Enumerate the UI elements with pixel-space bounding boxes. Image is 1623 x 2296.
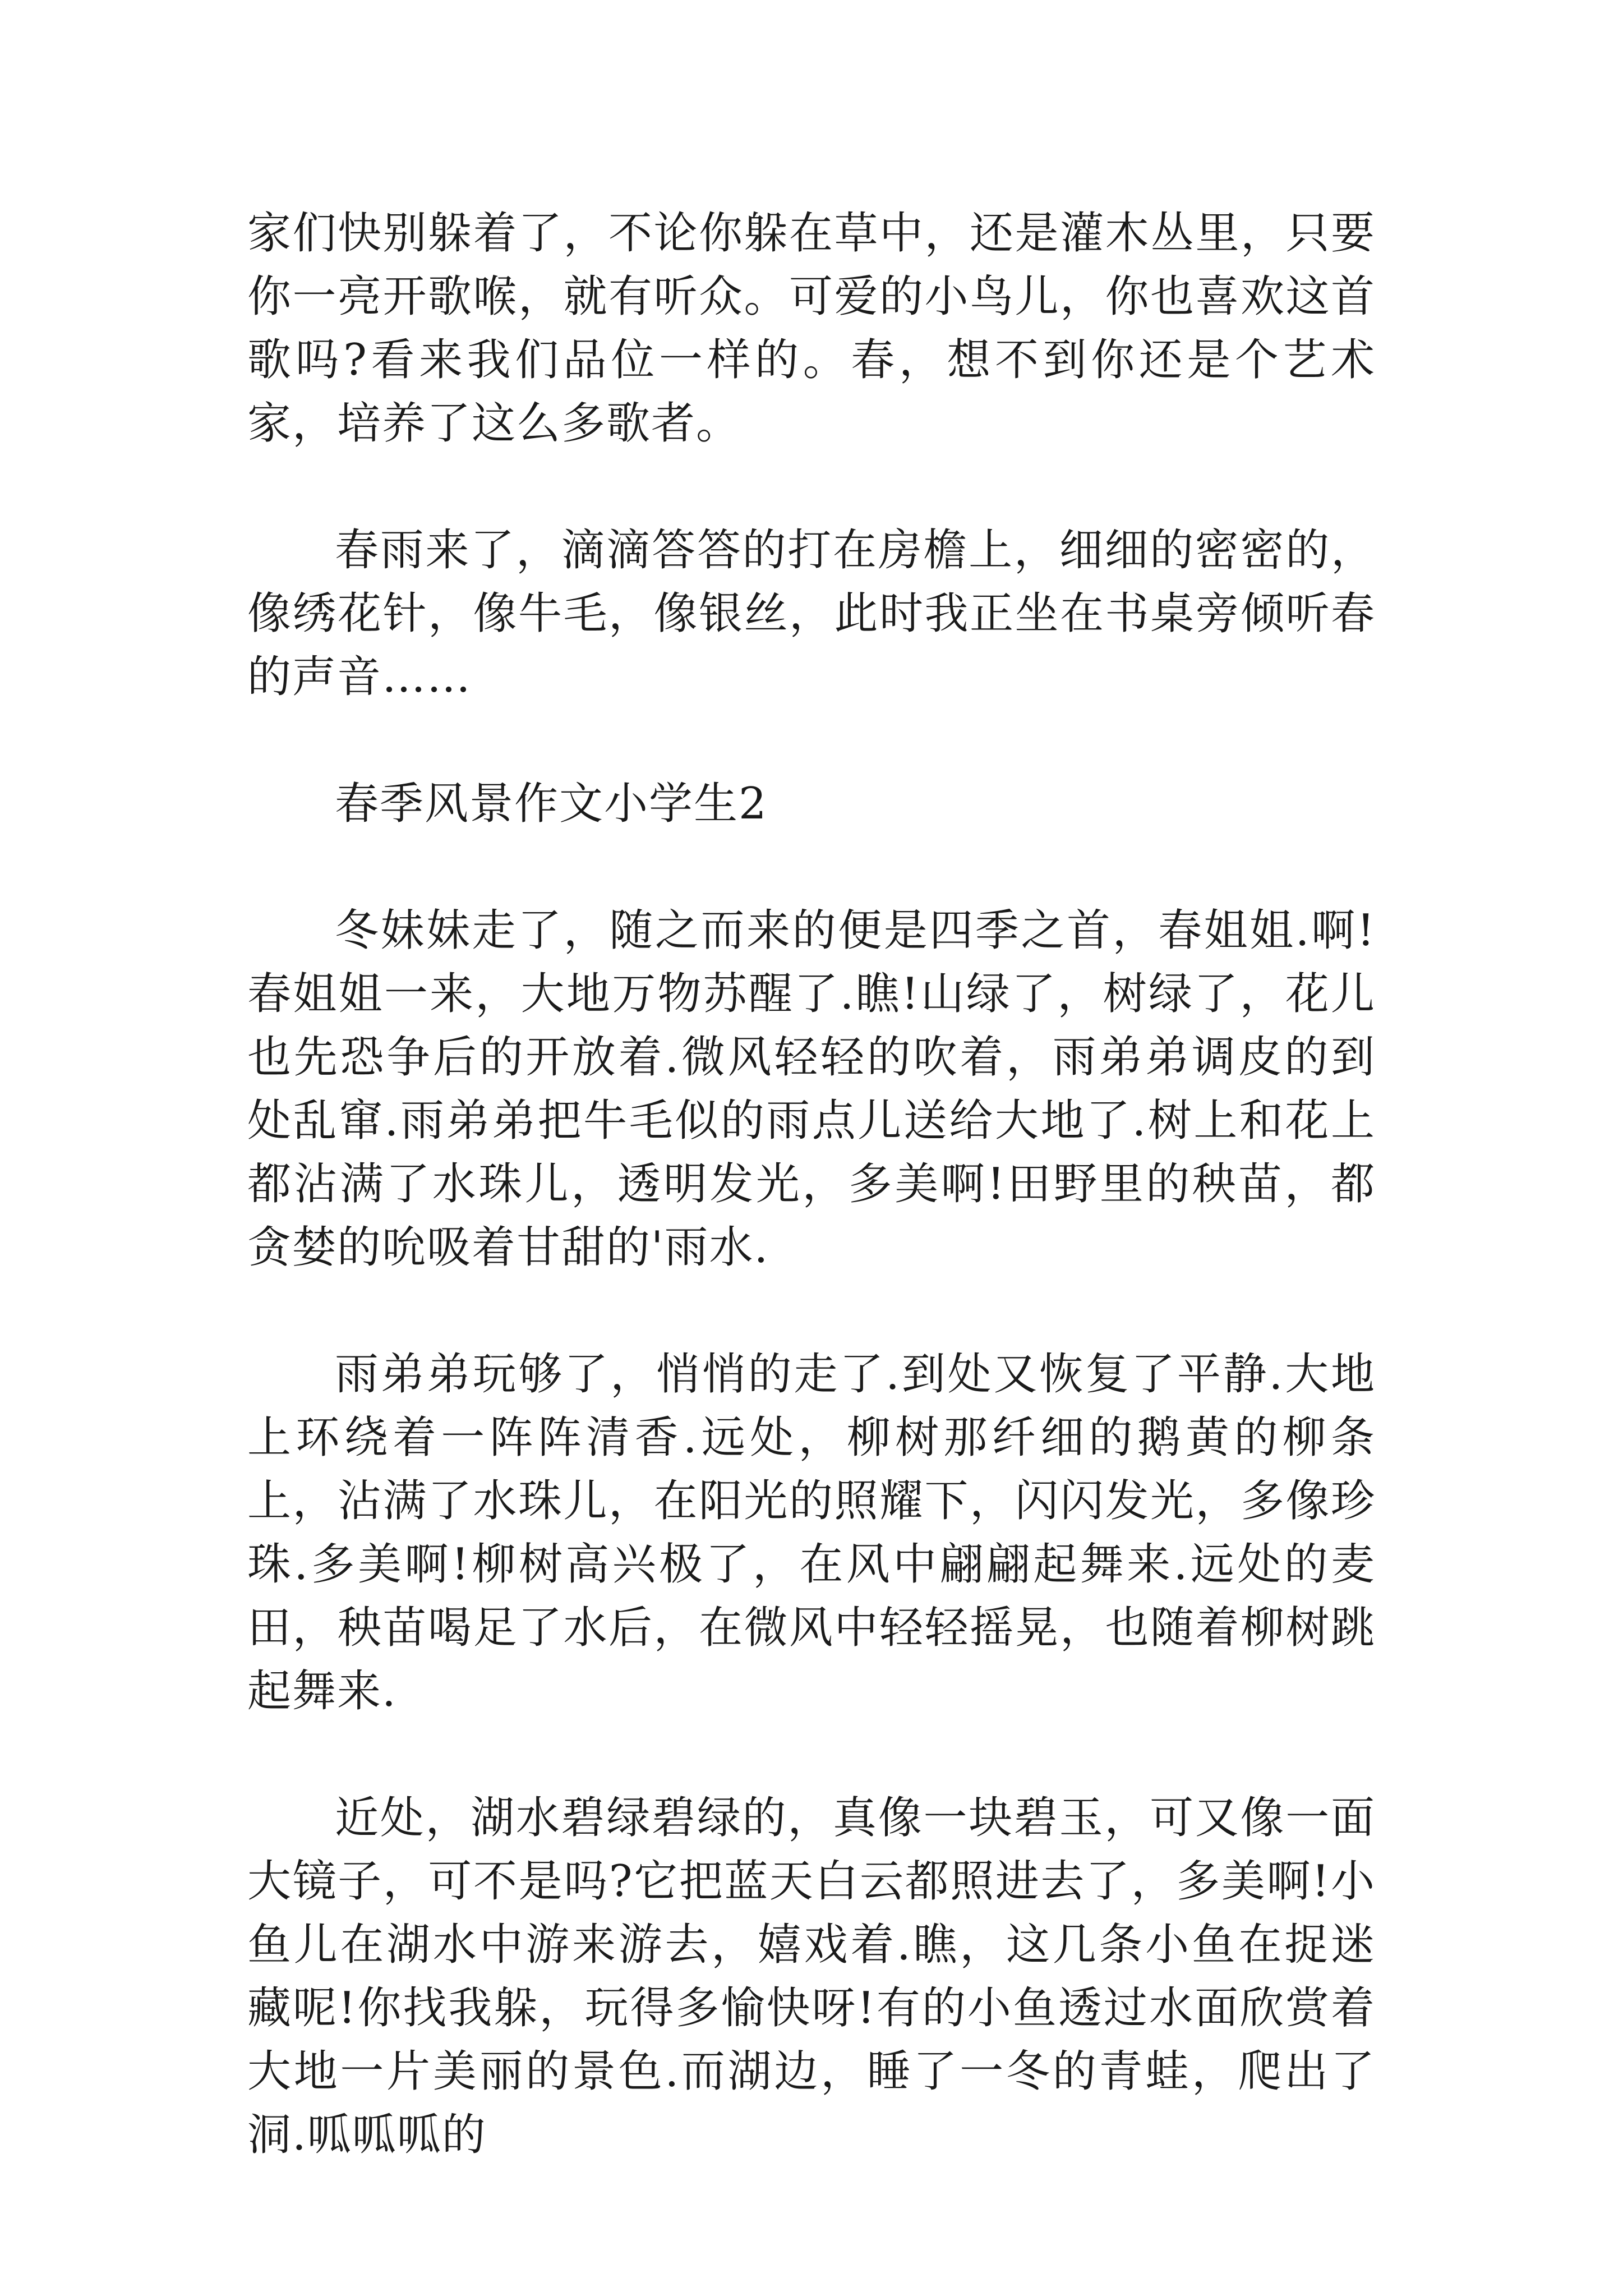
paragraph-spring-rain: 春雨来了，滴滴答答的打在房檐上，细细的密密的，像绣花针，像牛毛，像银丝，此时我正坐在书桌旁倾听春的声音…… [247,525,1376,702]
paragraph-winter-sister: 冬妹妹走了，随之而来的便是四季之首，春姐姐.啊!春姐姐一来，大地万物苏醒了.瞧!山绿了，树绿了，花儿也先恐争后的开放着.微风轻轻的吹着，雨弟弟调皮的到处乱窜.雨弟弟把牛毛似的雨点儿送给大地了.树上和花上都沾满了水珠儿，透明发光，多美啊!田野里的秧苗，都贪婪的吮吸着甘甜的'雨水. [247,905,1376,1273]
paragraph-rain-brother: 雨弟弟玩够了，悄悄的走了.到处又恢复了平静.大地上环绕着一阵阵清香.远处，柳树那纤细的鹅黄的柳条上，沾满了水珠儿，在阳光的照耀下，闪闪发光，多像珍珠.多美啊!柳树高兴极了，在风中翩翩起舞来.远处的麦田，秧苗喝足了水后，在微风中轻轻摇晃，也随着柳树跳起舞来. [247,1349,1376,1717]
document-body [247,202,1376,2167]
paragraph-lake: 近处，湖水碧绿碧绿的，真像一块碧玉，可又像一面大镜子，可不是吗?它把蓝天白云都照进去了，多美啊!小鱼儿在湖水中游来游去，嬉戏着.瞧，这几条小鱼在捉迷藏呢!你找我躲，玩得多愉快呀!有的小鱼透过水面欣赏着大地一片美丽的景色.而湖边，睡了一冬的青蛙，爬出了洞.呱呱呱的 [247,1793,1376,2160]
essay-heading: 春季风景作文小学生2 [335,779,768,829]
paragraph-continued: 家们快别躲着了，不论你躲在草中，还是灌木丛里，只要你一亮开歌喉，就有听众。可爱的小鸟儿，你也喜欢这首歌吗?看来我们品位一样的。春，想不到你还是个艺术家，培养了这么多歌者。 [247,208,1376,449]
